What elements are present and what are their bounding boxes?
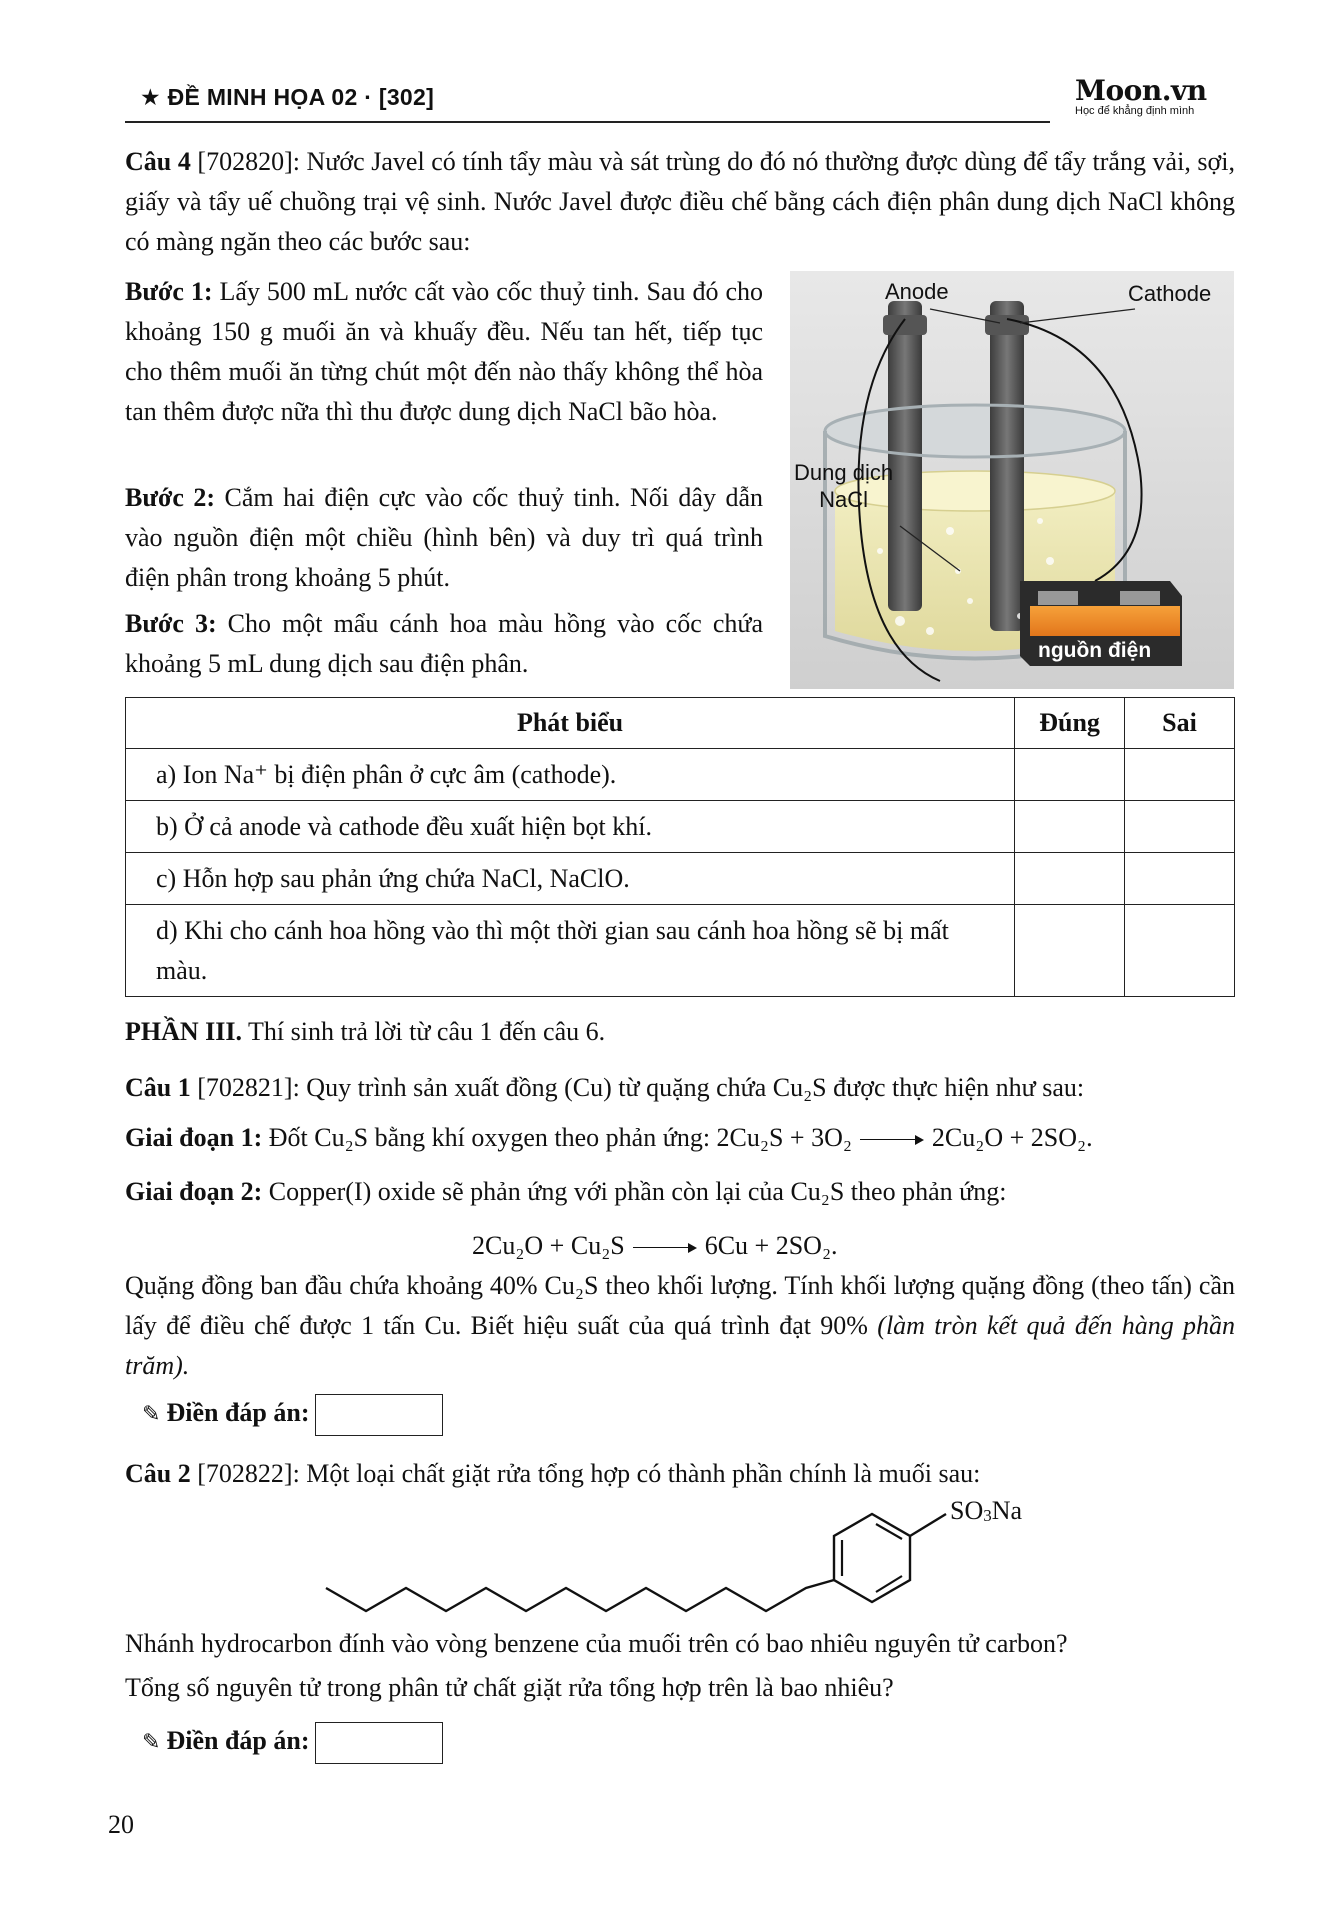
statement-b: b) Ở cả anode và cathode đều xuất hiện bọt khí. xyxy=(126,801,1015,853)
q2-intro xyxy=(125,1454,1235,1494)
solution-label xyxy=(794,459,893,513)
answer-false-cell-d[interactable] xyxy=(1125,905,1235,997)
header-statement: Phát biểu xyxy=(126,698,1015,749)
q1-problem xyxy=(125,1266,1235,1386)
answer-false-cell-c[interactable] xyxy=(1125,853,1235,905)
q2-answer-label: Điền đáp án: xyxy=(166,1725,310,1755)
eq2-reactants: 2Cu₂O + Cu₂S xyxy=(472,1231,625,1260)
step2-text: Cắm hai điện cực vào cốc thuỷ tinh. Nối dây dẫn vào nguồn điện một chiều (hình bên) và duy trì quá trình điện phân trong khoảng 5 phút. xyxy=(125,483,763,592)
q1-stage1 xyxy=(125,1118,1093,1158)
stage1-text: Đốt Cu₂S bằng khí oxygen theo phản ứng: 2Cu₂S + 3O₂ xyxy=(262,1123,852,1152)
group-na: Na xyxy=(991,1496,1023,1525)
step3-label: Bước 3: xyxy=(125,609,217,638)
brand-logo xyxy=(1075,74,1215,117)
stage1-label: Giai đoạn 1: xyxy=(125,1123,263,1152)
statement-d: d) Khi cho cánh hoa hồng vào thì một thời gian sau cánh hoa hồng sẽ bị mất màu. xyxy=(126,905,1015,997)
eq2-products: 6Cu + 2SO₂. xyxy=(704,1231,838,1260)
table-header-row xyxy=(126,698,1235,749)
reaction-arrow-icon xyxy=(860,1135,924,1145)
statement-a: a) Ion Na⁺ bị điện phân ở cực âm (cathode). xyxy=(126,749,1015,801)
group-so: SO xyxy=(950,1496,984,1525)
q1-problem-note: (làm tròn kết quả đến hàng phần trăm). xyxy=(125,1311,1236,1380)
step3-text: Cho một mẩu cánh hoa màu hồng vào cốc chứa khoảng 5 mL dung dịch sau điện phân. xyxy=(125,609,763,678)
part3-heading xyxy=(125,1012,1235,1052)
molecule-structure xyxy=(320,1496,1080,1626)
header-false: Sai xyxy=(1125,698,1235,749)
answer-false-cell-b[interactable] xyxy=(1125,801,1235,853)
q4-intro-text: [702820]: Nước Javel có tính tẩy màu và sát trùng do đó nó thường được dùng để tẩy trắng vải, sợi, giấy và tẩy uế chuồng trại vệ sinh. Nước Javel được điều chế bằng cách điện phân dung dịch NaCl không có màng ngăn theo các bước sau: xyxy=(125,147,1235,256)
answer-true-cell-b[interactable] xyxy=(1015,801,1125,853)
answer-true-cell-d[interactable] xyxy=(1015,905,1125,997)
anode-label: Anode xyxy=(885,279,949,304)
step2-label: Bước 2: xyxy=(125,483,216,512)
header-true: Đúng xyxy=(1015,698,1125,749)
step1-label: Bước 1: xyxy=(125,277,213,306)
sulfonate-group-label xyxy=(950,1496,1022,1526)
q4-intro xyxy=(125,142,1235,262)
answer-true-cell-c[interactable] xyxy=(1015,853,1125,905)
part3-label: PHẦN III. xyxy=(125,1017,243,1046)
q2-intro-text: [702822]: Một loại chất giặt rửa tổng hợp có thành phần chính là muối sau: xyxy=(190,1459,981,1488)
q2-question1: Nhánh hydrocarbon đính vào vòng benzene của muối trên có bao nhiêu nguyên tử carbon? xyxy=(125,1629,1068,1658)
q1-stage2 xyxy=(125,1172,1006,1212)
group-subscript: 3 xyxy=(983,1506,992,1525)
q1-label: Câu 1 xyxy=(125,1073,191,1102)
table-row xyxy=(126,749,1235,801)
q4-label: Câu 4 xyxy=(125,147,191,176)
part3-text: Thí sinh trả lời từ câu 1 đến câu 6. xyxy=(242,1017,606,1046)
header-rule xyxy=(125,121,1050,123)
solution-label-line2: NaCl xyxy=(819,487,868,512)
q4-step1 xyxy=(125,272,763,432)
reaction-arrow-icon xyxy=(633,1243,697,1253)
cathode-label: Cathode xyxy=(1128,281,1212,306)
step1-text: Lấy 500 mL nước cất vào cốc thuỷ tinh. Sau đó cho khoảng 150 g muối ăn và khuấy đều. Nếu tan hết, tiếp tục cho thêm muối ăn từng chút một đến nào thấy không thể hòa tan thêm được nữa thì thu được dung dịch NaCl bão hòa. xyxy=(125,277,763,426)
brand-slogan: Học để khẳng định mình xyxy=(1075,105,1195,117)
answer-true-cell-a[interactable] xyxy=(1015,749,1125,801)
q4-step3 xyxy=(125,604,763,684)
q2-question2: Tổng số nguyên tử trong phân tử chất giặt rửa tổng hợp trên là bao nhiêu? xyxy=(125,1673,894,1702)
answer-false-cell-a[interactable] xyxy=(1125,749,1235,801)
power-source-label: nguồn điện xyxy=(1038,639,1152,662)
q4-step2 xyxy=(125,478,763,598)
pencil-icon: ✎ xyxy=(142,1729,161,1755)
table-row xyxy=(126,853,1235,905)
solution-label-line1: Dung dịch xyxy=(794,460,894,485)
q1-problem-text: Quặng đồng ban đầu chứa khoảng 40% Cu₂S theo khối lượng. Tính khối lượng quặng đồng (theo tấn) cần lấy để điều chế được 1 tấn Cu. Biết hiệu suất của quá trình đạt 90% xyxy=(125,1271,1235,1340)
q1-answer-row xyxy=(142,1394,443,1436)
stage2-text: Copper(I) oxide sẽ phản ứng với phần còn lại của Cu₂S theo phản ứng: xyxy=(262,1177,1007,1206)
brand-name: Moon.vn xyxy=(1075,74,1207,107)
table-row xyxy=(126,905,1235,997)
q1-answer-label: Điền đáp án: xyxy=(166,1397,310,1427)
electrolysis-figure xyxy=(790,271,1234,689)
q1-equation2 xyxy=(472,1226,838,1266)
q1-intro-text: [702821]: Quy trình sản xuất đồng (Cu) từ quặng chứa Cu₂S được thực hiện như sau: xyxy=(190,1073,1085,1102)
q2-answer-row xyxy=(142,1722,443,1764)
q2-answer-input[interactable] xyxy=(315,1722,443,1764)
q1-intro xyxy=(125,1068,1235,1108)
page-number: 20 xyxy=(108,1810,134,1839)
statement-table xyxy=(125,697,1235,997)
header-title: ★ ĐỀ MINH HỌA 02 · [302] xyxy=(140,84,435,110)
q1-answer-input[interactable] xyxy=(315,1394,443,1436)
stage2-label: Giai đoạn 2: xyxy=(125,1177,263,1206)
table-row xyxy=(126,801,1235,853)
statement-c: c) Hỗn hợp sau phản ứng chứa NaCl, NaClO. xyxy=(126,853,1015,905)
page-header xyxy=(125,72,1053,130)
q2-label: Câu 2 xyxy=(125,1459,191,1488)
pencil-icon: ✎ xyxy=(142,1401,161,1427)
stage1-products: 2Cu₂O + 2SO₂. xyxy=(931,1123,1093,1152)
